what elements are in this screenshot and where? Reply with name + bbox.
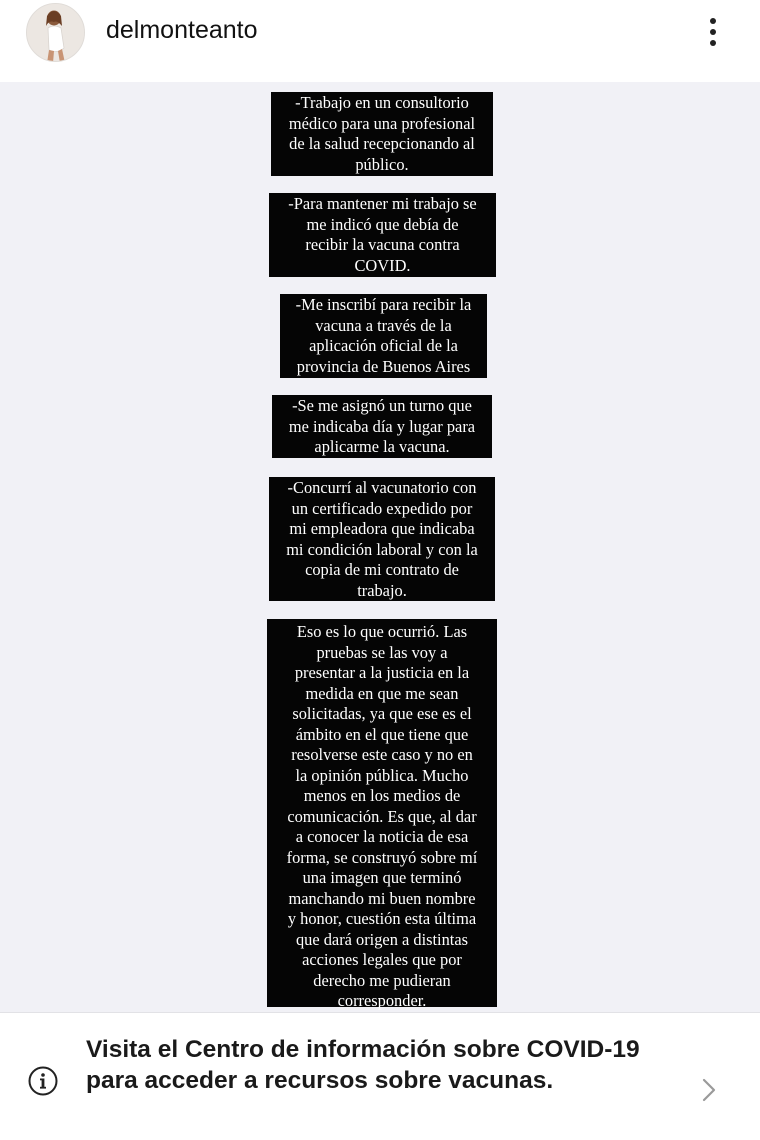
covid-info-banner[interactable] [0,1012,760,1140]
text-box-4: -Se me asignó un turno que me indicaba día y lugar para aplicarme la vacuna. [272,395,492,458]
text-box-3: -Me inscribí para recibir la vacuna a través de la aplicación oficial de la provincia de Buenos Aires [280,294,487,378]
text-box-6: Eso es lo que ocurrió. Las pruebas se las voy a presentar a la justicia en la medida en que me sean solicitadas, ya que ese es el ámbito en el que tiene que resolverse este caso y no en la opinión pública. Mucho menos en los medios de comunicación. Es que, al dar a conocer la noticia de esa forma, se construyó sobre mí una imagen que terminó manchando mi buen nombre y honor, cuestión esta última que dará origen a distintas acciones legales que por derecho me pudieran corresponder. [267,619,497,1007]
story-header [0,0,760,82]
dot [710,40,716,46]
avatar[interactable] [26,3,85,62]
dot [710,29,716,35]
info-icon [28,1066,58,1096]
chevron-right-icon[interactable] [700,1077,718,1103]
avatar-image [27,4,85,62]
story-content[interactable] [0,82,760,1012]
more-options-icon[interactable] [696,12,730,52]
text-box-1: -Trabajo en un consultorio médico para una profesional de la salud recepcionando al público. [271,92,493,176]
username[interactable]: delmonteanto [106,16,258,44]
text-box-2: -Para mantener mi trabajo se me indicó que debía de recibir la vacuna contra COVID. [269,193,496,277]
text-box-5: -Concurrí al vacunatorio con un certificado expedido por mi empleadora que indicaba mi condición laboral y con la copia de mi contrato de trabajo. [269,477,495,601]
covid-info-text: Visita el Centro de información sobre COVID-19 para acceder a recursos sobre vacunas. [86,1036,640,1094]
dot [710,18,716,24]
